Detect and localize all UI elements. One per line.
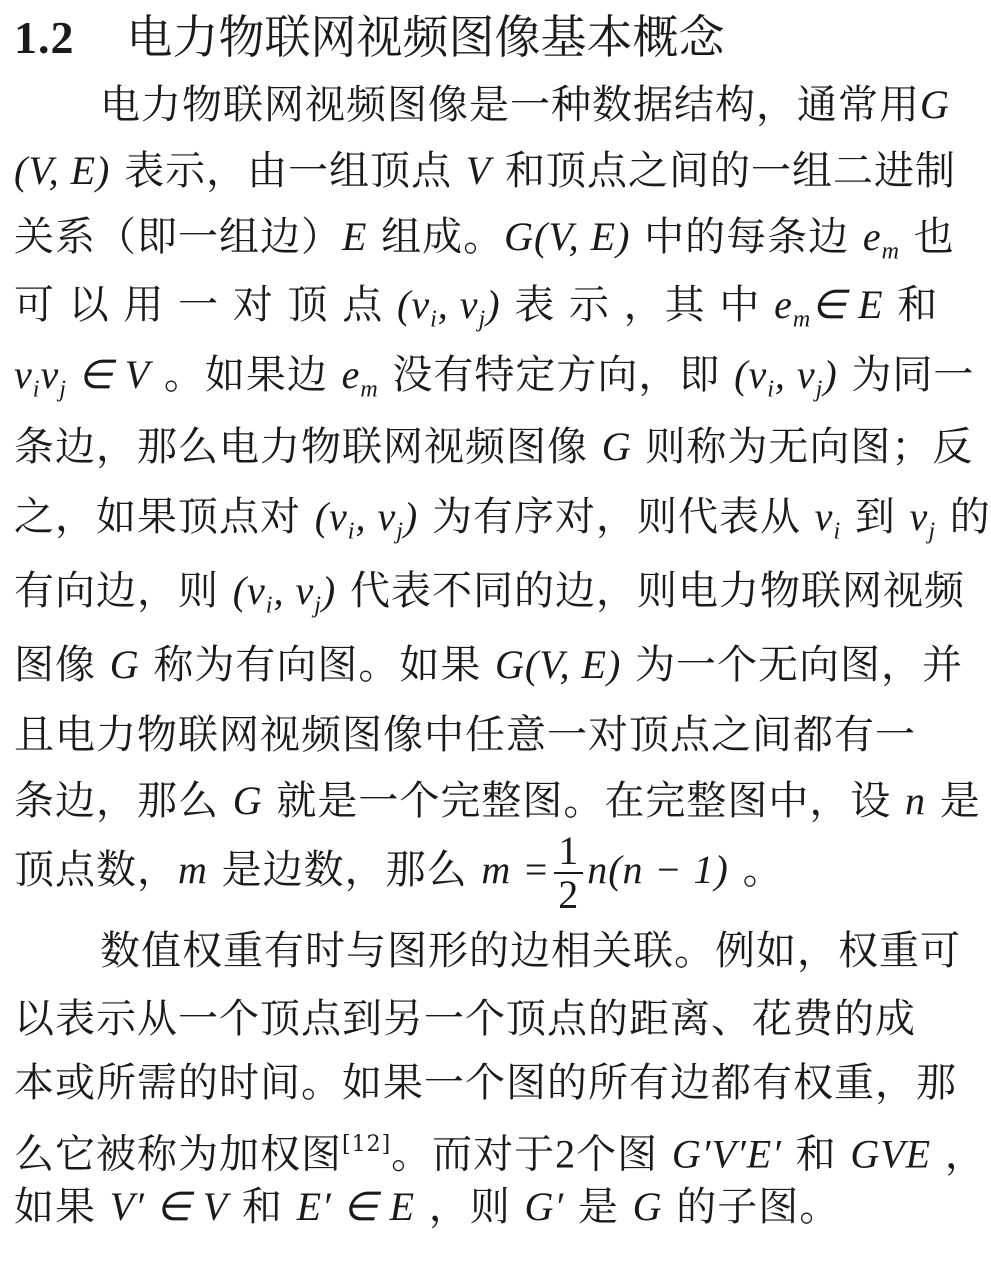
math-expression: (v: [314, 494, 348, 539]
text-run: 电力物联网视频图像是一种数据结构，通常用: [100, 82, 920, 128]
math-symbol: G: [920, 82, 950, 127]
text-run: ，: [931, 1131, 986, 1178]
math-expression: (v: [397, 282, 431, 327]
text-run: 之，如果顶点对: [14, 494, 315, 540]
text-run: 称为有向图。如果: [139, 642, 496, 688]
math-expression: (v: [734, 352, 768, 397]
math-expression: ): [486, 282, 501, 327]
math-subscript: j: [928, 518, 936, 545]
math-expression: ): [321, 568, 337, 613]
text-run: 是: [926, 778, 981, 824]
text-run: 为有序对，则代表从: [418, 494, 815, 540]
math-subscript: m: [792, 306, 812, 333]
math-symbol: v: [40, 352, 60, 397]
math-symbol: G: [109, 642, 140, 687]
text-run: 是边数，那么: [207, 847, 482, 893]
math-symbol: e: [341, 352, 361, 397]
text-run: 顶点数，: [14, 847, 178, 893]
math-expression: G(V, E): [504, 214, 631, 259]
text-run: 有向边，则: [14, 568, 233, 614]
fraction: [554, 830, 583, 916]
math-symbol: v: [814, 494, 834, 539]
math-subscript: m: [360, 376, 379, 403]
text-run: 个图: [576, 1131, 672, 1178]
math-symbol: G: [601, 424, 632, 469]
math-symbol: E: [342, 214, 368, 259]
text-run: 数值权重有时与图形的边相关联。例如，权重可: [100, 928, 961, 974]
text-run: 。: [728, 847, 784, 893]
text-run: 条边，那么电力物联网视频图像: [14, 424, 602, 470]
math-expression: n(n − 1): [587, 847, 729, 892]
section-number: 1.2: [14, 12, 75, 63]
paragraph-1-line-9: [14, 632, 963, 698]
math-symbol: v: [909, 494, 929, 539]
text-run: 和: [883, 282, 939, 328]
paragraph-2-line-2: [14, 986, 916, 1052]
text-run: 也: [899, 214, 955, 260]
paragraph-2-line-5: [14, 1174, 840, 1240]
math-symbol: G′: [524, 1184, 565, 1229]
math-expression: V′ ∈ V: [109, 1184, 229, 1229]
number: 2: [555, 1131, 577, 1177]
text-run: 没有特定方向，即: [378, 352, 735, 398]
text-run: 和: [781, 1131, 851, 1178]
text-run: 为同一: [837, 352, 975, 398]
math-subscript: i: [32, 376, 41, 403]
paragraph-2-line-1: [100, 918, 961, 984]
text-run: 到: [841, 494, 910, 540]
paragraph-1-line-7: [14, 484, 991, 564]
text-run: 和顶点之间的一组二进制: [491, 148, 956, 194]
math-expression: G(V, E): [495, 642, 622, 687]
math-subscript: i: [265, 592, 274, 619]
math-subscript: i: [430, 306, 438, 333]
paragraph-1-line-11: [14, 768, 981, 834]
math-expression: , v: [273, 568, 315, 613]
math-expression: ): [403, 494, 419, 539]
math-expression: , v: [774, 352, 816, 397]
math-expression: , v: [355, 494, 397, 539]
text-run: 可 以 用 一 对 顶 点: [14, 282, 398, 328]
text-run: 中的每条边: [630, 214, 863, 260]
paragraph-1-line-4: [14, 272, 938, 352]
math-symbol: v: [14, 352, 33, 397]
math-expression: m =: [481, 847, 551, 892]
math-expression: ∈ E: [811, 282, 884, 327]
math-symbol: G: [232, 778, 263, 823]
text-run: 的: [935, 494, 991, 540]
math-subscript: j: [396, 518, 404, 545]
math-expression: , v: [437, 282, 479, 327]
paragraph-1-line-6: [14, 414, 973, 480]
math-subscript: i: [347, 518, 356, 545]
text-run: 关系（即一组边）: [14, 214, 342, 260]
text-run: 。如果边: [150, 352, 342, 398]
paragraph-1-line-8: [14, 558, 965, 638]
fraction-denominator: 2: [558, 872, 580, 917]
math-subscript: i: [833, 518, 842, 545]
math-expression: GVE: [850, 1131, 932, 1177]
math-subscript: j: [59, 376, 67, 403]
math-subscript: m: [881, 238, 900, 265]
text-run: 和: [228, 1184, 297, 1230]
text-run: ，则: [415, 1184, 525, 1230]
text-run: 本或所需的时间。如果一个图的所有边都有权重，那: [14, 1060, 957, 1106]
text-run: 表示，由一组顶点: [110, 148, 466, 194]
math-expression: E′ ∈ E: [296, 1184, 416, 1229]
citation-reference: [12]: [342, 1132, 392, 1157]
math-subscript: j: [314, 592, 322, 619]
text-run: 图像: [14, 642, 110, 688]
math-expression: (V, E): [14, 148, 111, 193]
math-expression: ∈ V: [66, 352, 151, 397]
text-run: 如果: [14, 1184, 110, 1230]
text-run: 就是一个完整图。在完整图中，设: [262, 778, 906, 824]
section-title: 电力物联网视频图像基本概念: [126, 10, 725, 64]
paragraph-1-line-10: [14, 702, 916, 768]
paragraph-1-line-12: [14, 830, 784, 916]
text-run: 为一个无向图，并: [621, 642, 964, 688]
text-run: 条边，那么: [14, 778, 233, 824]
math-subscript: j: [478, 306, 487, 333]
text-run: 。而对于: [391, 1131, 556, 1178]
math-expression: (v: [232, 568, 266, 613]
text-run: 组成。: [367, 214, 505, 260]
text-run: 的子图。: [662, 1184, 841, 1230]
math-subscript: i: [767, 376, 775, 403]
math-symbol: e: [862, 214, 882, 259]
paragraph-1-line-5: [14, 342, 974, 422]
math-expression: ): [823, 352, 838, 397]
math-symbol: m: [178, 847, 208, 892]
text-run: 表 示 ，其 中: [500, 282, 775, 328]
text-run: 代表不同的边，则电力物联网视频: [336, 568, 965, 614]
paragraph-1-line-1: [100, 72, 950, 138]
section-heading: [14, 6, 725, 69]
text-run: 以表示从一个顶点到另一个顶点的距离、花费的成: [14, 996, 916, 1042]
math-symbol: V: [465, 148, 492, 193]
math-symbol: e: [774, 282, 793, 327]
text-run: 且电力物联网视频图像中任意一对顶点之间都有一: [14, 712, 916, 758]
text-run: 是: [564, 1184, 633, 1230]
text-run: 么它被称为加权图: [14, 1131, 342, 1178]
paragraph-2-line-3: [14, 1050, 957, 1116]
math-subscript: j: [815, 376, 824, 403]
text-run: 则称为无向图；反: [631, 424, 974, 470]
paragraph-1-line-2: [14, 138, 956, 204]
fraction-numerator: 1: [554, 830, 583, 874]
math-symbol: n: [905, 778, 927, 823]
math-expression: G′V′E′: [671, 1131, 782, 1177]
math-symbol: G: [632, 1184, 663, 1229]
